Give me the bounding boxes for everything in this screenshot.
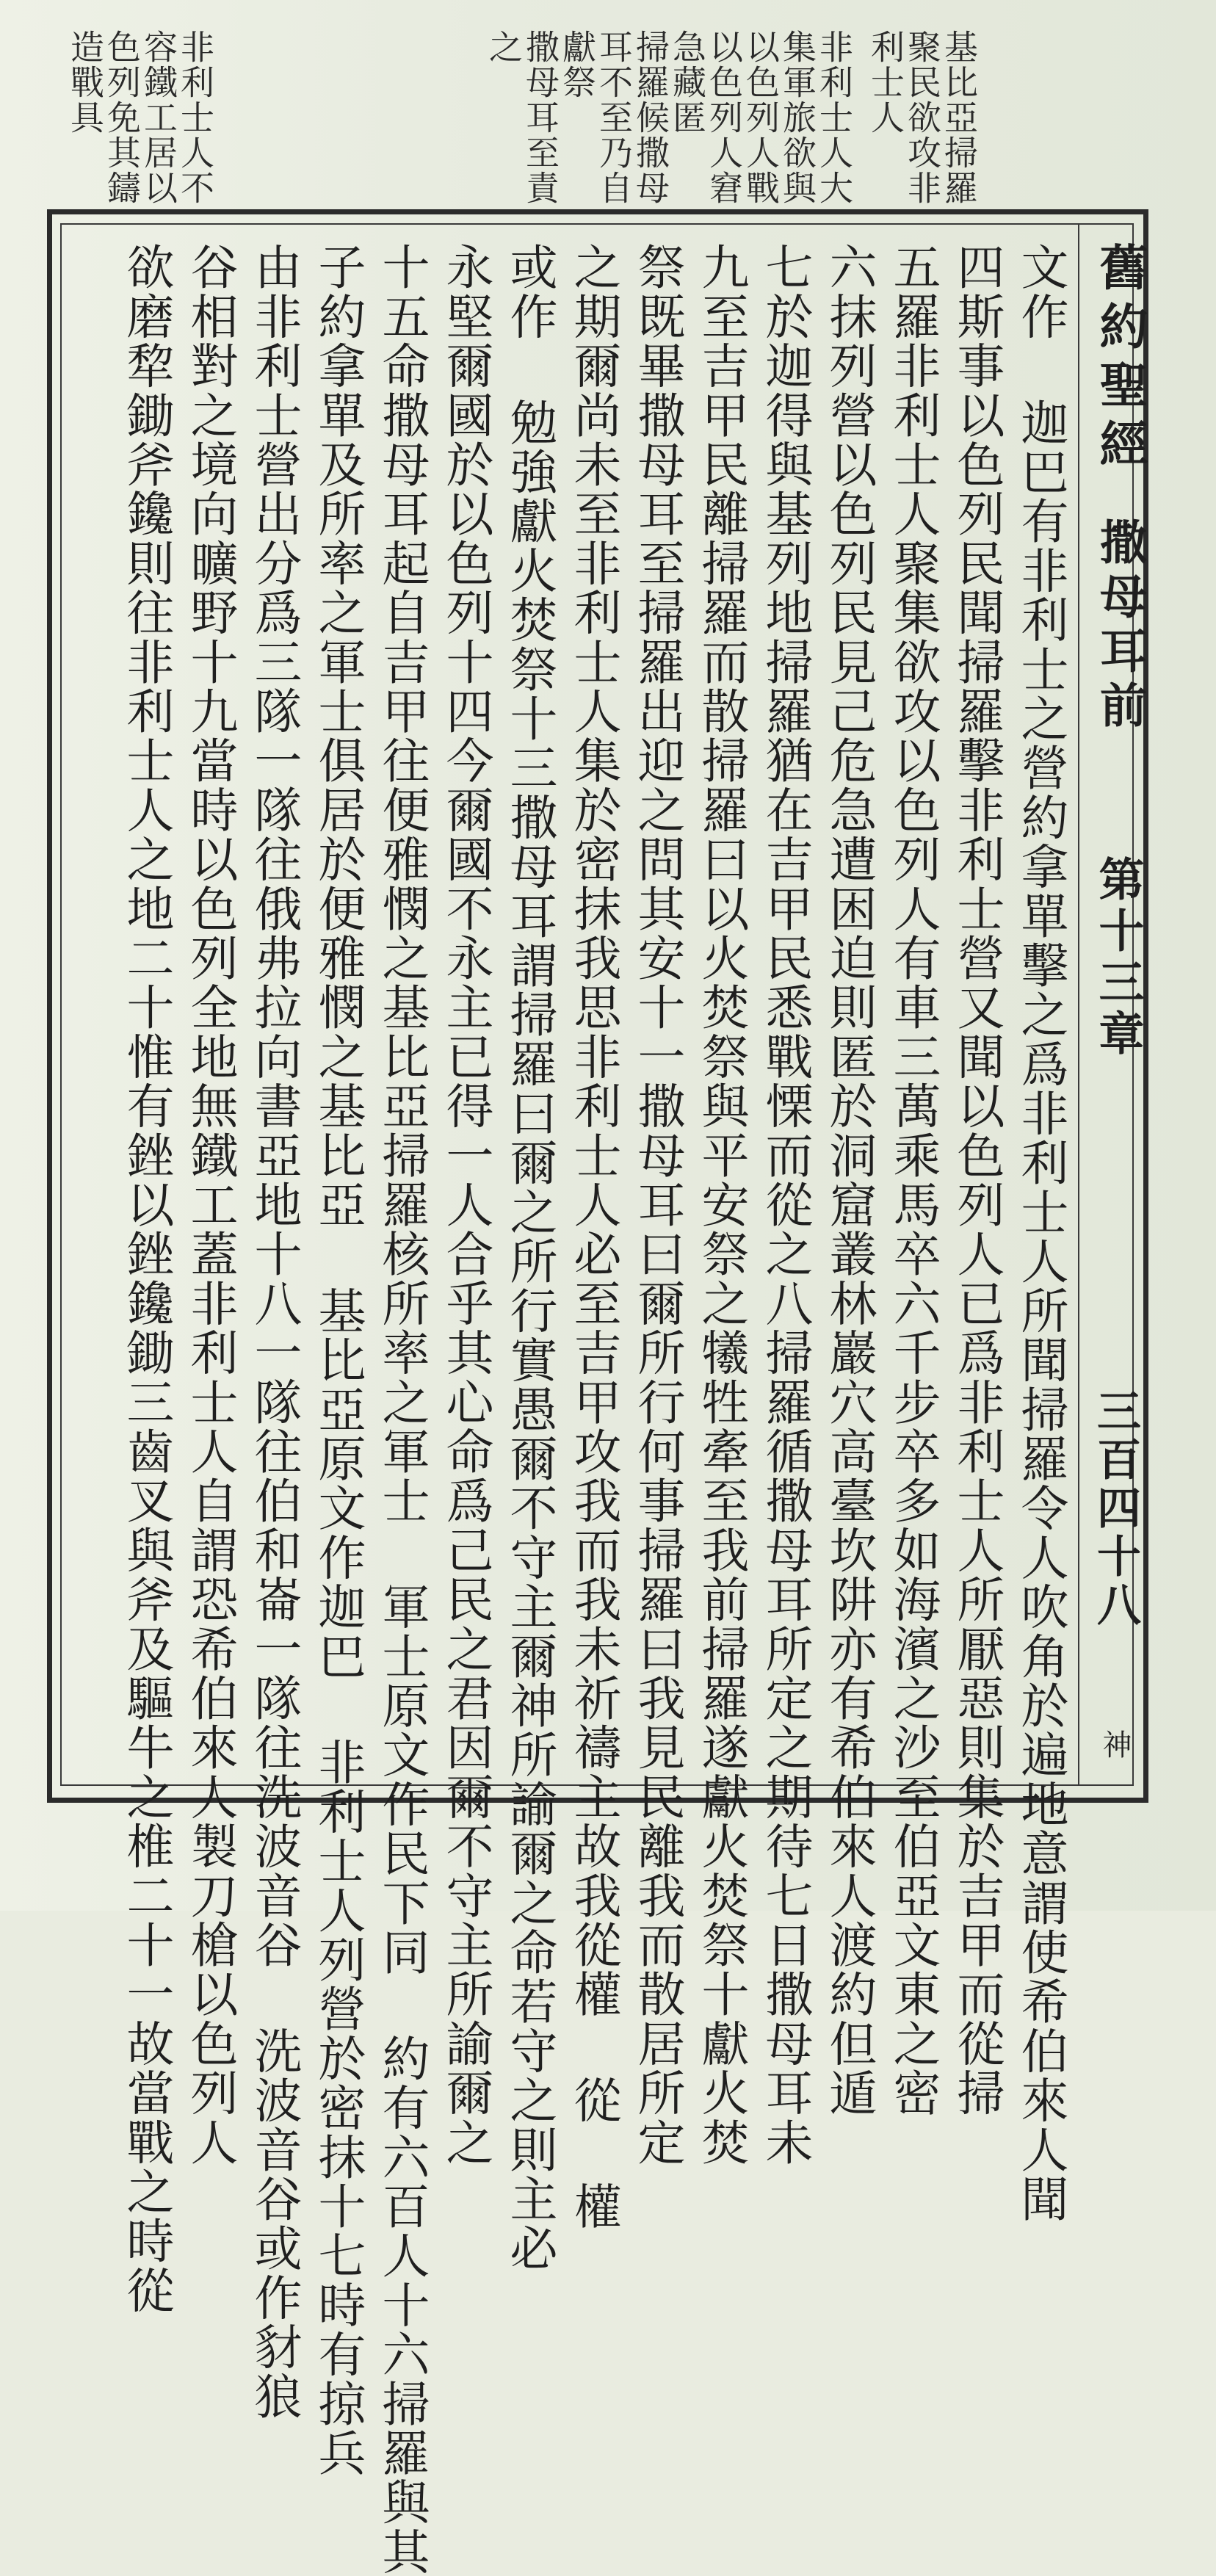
text-column: 六抹列營以色列民見己危急遭困迫則匿於洞窟叢林巖穴高臺坎阱亦有希伯來人渡約但遁 <box>821 242 876 2118</box>
text-column: 文作 迦巴有非利士之營約拿單擊之爲非利士人所聞掃羅令人吹角於遍地意謂使希伯來人聞 <box>1013 242 1068 2224</box>
margin-note: 非利士人大 <box>814 29 854 206</box>
text-column: 祭既畢撒母耳至掃羅出迎之問其安十一撒母耳曰爾所行何事掃羅曰我見民離我而散居所定 <box>629 242 684 2167</box>
text-column: 十五命撒母耳起自吉甲往便雅憫之基比亞掃羅核所率之軍士 軍士原文作民下同 約有六百人十六掃羅與其 <box>374 242 429 2576</box>
margin-note: 掃羅候撒母 <box>631 29 670 206</box>
printer-mark: 神 <box>1098 1729 1132 1759</box>
text-column: 永堅爾國於以色列十四今爾國不永主已得一人合乎其心命爲己民之君因爾不守主所諭爾之 <box>438 242 493 2167</box>
text-column: 谷相對之境向曠野十九當時以色列全地無鐵工蓋非利士人自謂恐希伯來人製刀槍以色列人 <box>182 242 237 2167</box>
margin-note: 耳不至乃自 <box>594 29 634 206</box>
margin-note: 之 <box>484 29 524 65</box>
margin-note: 基比亞掃羅 <box>939 29 979 206</box>
text-column: 欲磨犂鋤斧鑱則往非利士人之地二十惟有銼以銼鑱鋤三齒叉與斧及驅牛之椎二十一故當戰之時從 <box>118 242 173 2315</box>
margin-note: 集軍旅欲與 <box>778 29 817 206</box>
margin-note: 造戰具 <box>65 29 105 135</box>
section-title: 撒母耳前 <box>1092 518 1147 735</box>
text-column: 或作 勉強獻火焚祭十三撒母耳謂掃羅曰爾之所行實愚爾不守主爾神所諭爾之命若守之則主必 <box>502 242 557 2273</box>
margin-note: 色列免其鑄 <box>102 29 142 206</box>
margin-note: 撒母耳至責 <box>521 29 560 206</box>
book-title: 舊約聖經 <box>1091 242 1148 477</box>
text-column: 四斯事以色列民聞掃羅擊非利士營又聞以色列人已爲非利士人所厭惡則集於吉甲而從掃 <box>949 242 1004 2118</box>
margin-note: 利士人 <box>866 29 905 135</box>
margin-note: 非利士人不 <box>175 29 215 206</box>
page-number: 三百四十八 <box>1090 1388 1141 1630</box>
margin-note: 以色列人窘 <box>704 29 744 206</box>
margin-note: 以色列人戰 <box>741 29 781 206</box>
margin-note: 急藏匿 <box>667 29 707 135</box>
text-column: 由非利士營出分爲三隊一隊往俄弗拉向書亞地十八一隊往伯和崙一隊往洗波音谷 洗波音谷或作豺狼 <box>246 242 301 2421</box>
text-column: 九至吉甲民離掃羅而散掃羅曰以火焚祭與平安祭之犧牲牽至我前掃羅遂獻火焚祭十獻火焚 <box>693 242 748 2167</box>
text-column: 七於迦得與基列地掃羅猶在吉甲民悉戰慄而從之八掃羅循撒母耳所定之期待七日撒母耳未 <box>757 242 812 2167</box>
chapter-number: 第十三章 <box>1091 855 1145 1061</box>
margin-note: 獻祭 <box>557 29 597 100</box>
text-column: 五羅非利士人聚集欲攻以色列人有車三萬乘馬卒六千步卒多如海濱之沙至伯亞文東之密 <box>885 242 940 2118</box>
text-column: 之期爾尚未至非利士人集於密抹我思非利士人必至吉甲攻我而我未祈禱主故我從權 從 權 <box>565 242 620 2231</box>
margin-note: 容鐵工居以 <box>139 29 178 206</box>
margin-note: 聚民欲攻非 <box>902 29 942 206</box>
text-column: 子約拿單及所率之軍士俱居於便雅憫之基比亞 基比亞原文作迦巴 非利士人列營於密抹十七時有掠兵 <box>310 242 365 2478</box>
